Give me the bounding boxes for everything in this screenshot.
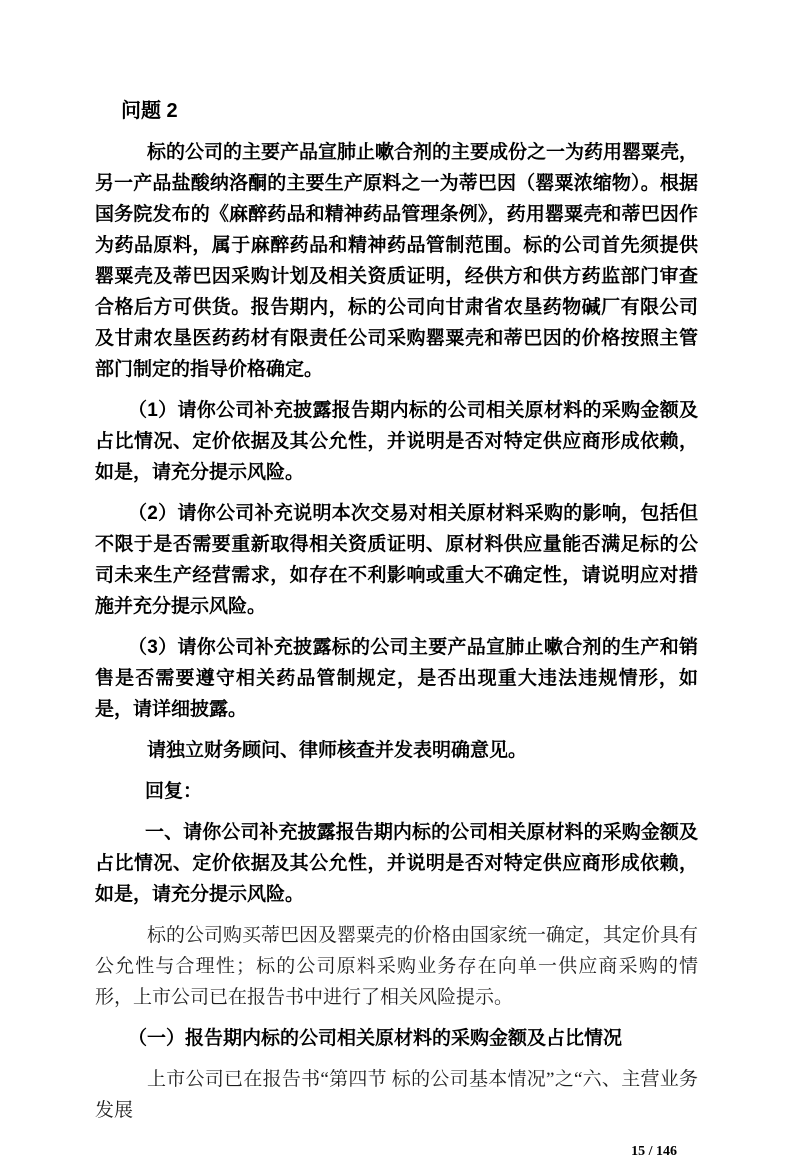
reply-summary-paragraph: 标的公司购买蒂巴因及罂粟壳的价格由国家统一确定，其定价具有公允性与合理性；标的公司原料采购业务存在向单一供应商采购的情形，上市公司已在报告书中进行了相关风险提示。 <box>95 925 699 1008</box>
question-item-1: （1）请你公司补充披露报告期内标的公司相关原材料的采购金额及占比情况、定价依据及其公允性，并说明是否对特定供应商形成依赖，如是，请充分提示风险。 <box>95 400 698 483</box>
page-footer <box>95 1142 698 1162</box>
section-heading: （一）报告期内标的公司相关原材料的采购金额及占比情况 <box>128 1028 623 1049</box>
verification-note: 请独立财务顾问、律师核查并发表明确意见。 <box>147 740 528 761</box>
reply-label: 回复： <box>145 781 203 802</box>
question-item-2: （2）请你公司补充说明本次交易对相关原材料采购的影响，包括但不限于是否需要重新取得相关资质证明、原材料供应量能否满足标的公司未来生产经营需求，如存在不利影响或重大不确定性，请说明应对措施并充分提示风险。 <box>95 503 698 617</box>
page-number: 15 / 146 <box>631 1144 677 1159</box>
reply-restated-question: 一、请你公司补充披露报告期内标的公司相关原材料的采购金额及占比情况、定价依据及其公允性，并说明是否对特定供应商形成依赖，如是，请充分提示风险。 <box>95 822 698 905</box>
section-body-paragraph: 上市公司已在报告书“第四节 标的公司基本情况”之“六、主营业务发展 <box>95 1069 698 1121</box>
page-title: 问题 2 <box>121 100 178 122</box>
question-intro-paragraph: 标的公司的主要产品宣肺止嗽合剂的主要成份之一为药用罂粟壳，另一产品盐酸纳洛酮的主要生产原料之一为蒂巴因（罂粟浓缩物）。根据国务院发布的《麻醉药品和精神药品管理条例》，药用罂粟壳和蒂巴因作为药品原料，属于麻醉药品和精神药品管制范围。标的公司首先须提供罂粟壳及蒂巴因采购计划及相关资质证明，经供方和供方药监部门审查合格后方可供货。报告期内，标的公司向甘肃省农垦药物碱厂有限公司及甘肃农垦医药药材有限责任公司采购罂粟壳和蒂巴因的价格按照主管部门制定的指导价格确定。 <box>95 142 699 380</box>
question-item-3: （3）请你公司补充披露标的公司主要产品宣肺止嗽合剂的生产和销售是否需要遵守相关药品管制规定，是否出现重大违法违规情形，如是，请详细披露。 <box>95 637 698 720</box>
